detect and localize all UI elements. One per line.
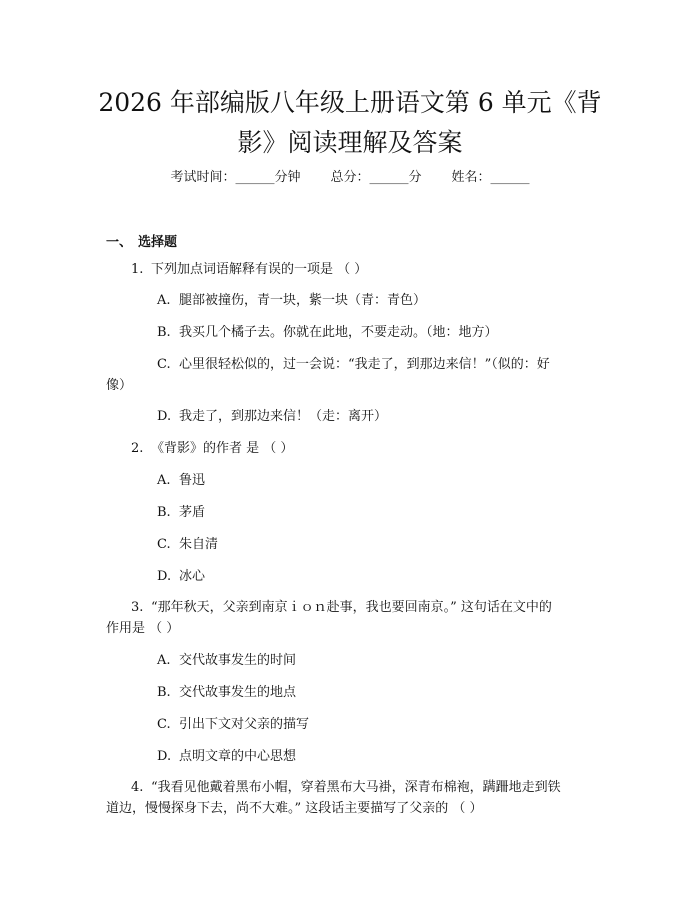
question-text: 下列加点词语解释有误的一项是 （ ） — [151, 262, 368, 277]
q1-option-c-continued: 像） — [106, 378, 133, 393]
option-letter: D. — [157, 749, 172, 764]
option-text: 茅盾 — [179, 505, 206, 520]
q1-option-b — [157, 322, 498, 344]
question-3-continued: 作用是 （ ） — [106, 621, 180, 636]
option-letter: C. — [157, 357, 171, 372]
q3-option-b — [157, 682, 296, 704]
title-line-1: 2026 年部编版八年级上册语文第 6 单元《背 — [98, 88, 602, 117]
option-text: 点明文章的中心思想 — [179, 749, 297, 764]
name-label: 姓名：______ — [451, 170, 530, 185]
q2-option-c — [157, 534, 218, 556]
section-number: 一、 — [106, 235, 133, 250]
question-4-continued: 道边，慢慢探身下去，尚不大难。” 这段话主要描写了父亲的 （ ） — [106, 801, 483, 816]
exam-time-label: 考试时间：______分钟 — [170, 170, 301, 185]
q3-option-c — [157, 714, 309, 736]
option-letter: B. — [157, 325, 171, 340]
option-text: 交代故事发生的地点 — [179, 685, 297, 700]
title-line-2: 影》阅读理解及答案 — [237, 128, 463, 157]
page-title — [60, 83, 640, 163]
option-text: 冰心 — [179, 569, 206, 584]
question-text: “那年秋天，父亲到南京ｉｏｎ赴事，我也要回南京。” 这句话在文中的 — [151, 600, 552, 615]
option-letter: B. — [157, 685, 171, 700]
q1-option-d — [157, 406, 387, 428]
option-text: 腿部被撞伤，青一块，紫一块（青：青色） — [179, 293, 427, 308]
question-text: “我看见他戴着黑布小帽，穿着黑布大马褂，深青布棉袍，蹒跚地走到铁 — [151, 780, 561, 795]
q2-option-b — [157, 502, 205, 524]
q1-option-c — [157, 354, 550, 376]
q3-option-d — [157, 746, 296, 768]
question-4 — [131, 777, 561, 799]
option-text: 引出下文对父亲的描写 — [179, 717, 310, 732]
q1-option-a — [157, 290, 426, 312]
question-3 — [131, 597, 552, 619]
option-text: 我买几个橘子去。你就在此地，不要走动。（地：地方） — [179, 325, 498, 340]
question-number: 3. — [131, 600, 144, 615]
option-letter: A. — [157, 293, 171, 308]
question-2 — [131, 438, 293, 460]
option-letter: A. — [157, 653, 171, 668]
q2-option-d — [157, 566, 205, 588]
section-heading — [106, 231, 177, 250]
section-title: 选择题 — [138, 235, 178, 250]
total-score-label: 总分：______分 — [330, 170, 422, 185]
option-letter: C. — [157, 537, 171, 552]
option-text: 心里很轻松似的，过一会说：“我走了，到那边来信！”（似的：好 — [179, 357, 550, 372]
option-letter: A. — [157, 473, 171, 488]
option-letter: D. — [157, 569, 172, 584]
option-text: 鲁迅 — [179, 473, 206, 488]
question-number: 4. — [131, 780, 144, 795]
question-1 — [131, 259, 367, 281]
option-letter: D. — [157, 409, 172, 424]
option-text: 我走了，到那边来信！（走：离开） — [179, 409, 388, 424]
option-letter: C. — [157, 717, 171, 732]
question-number: 2. — [131, 441, 144, 456]
option-text: 交代故事发生的时间 — [179, 653, 297, 668]
option-text: 朱自清 — [179, 537, 219, 552]
q2-option-a — [157, 470, 205, 492]
q3-option-a — [157, 650, 296, 672]
question-text: 《背影》的作者 是 （ ） — [151, 441, 294, 456]
option-letter: B. — [157, 505, 171, 520]
exam-meta — [0, 168, 700, 188]
question-number: 1. — [131, 262, 144, 277]
